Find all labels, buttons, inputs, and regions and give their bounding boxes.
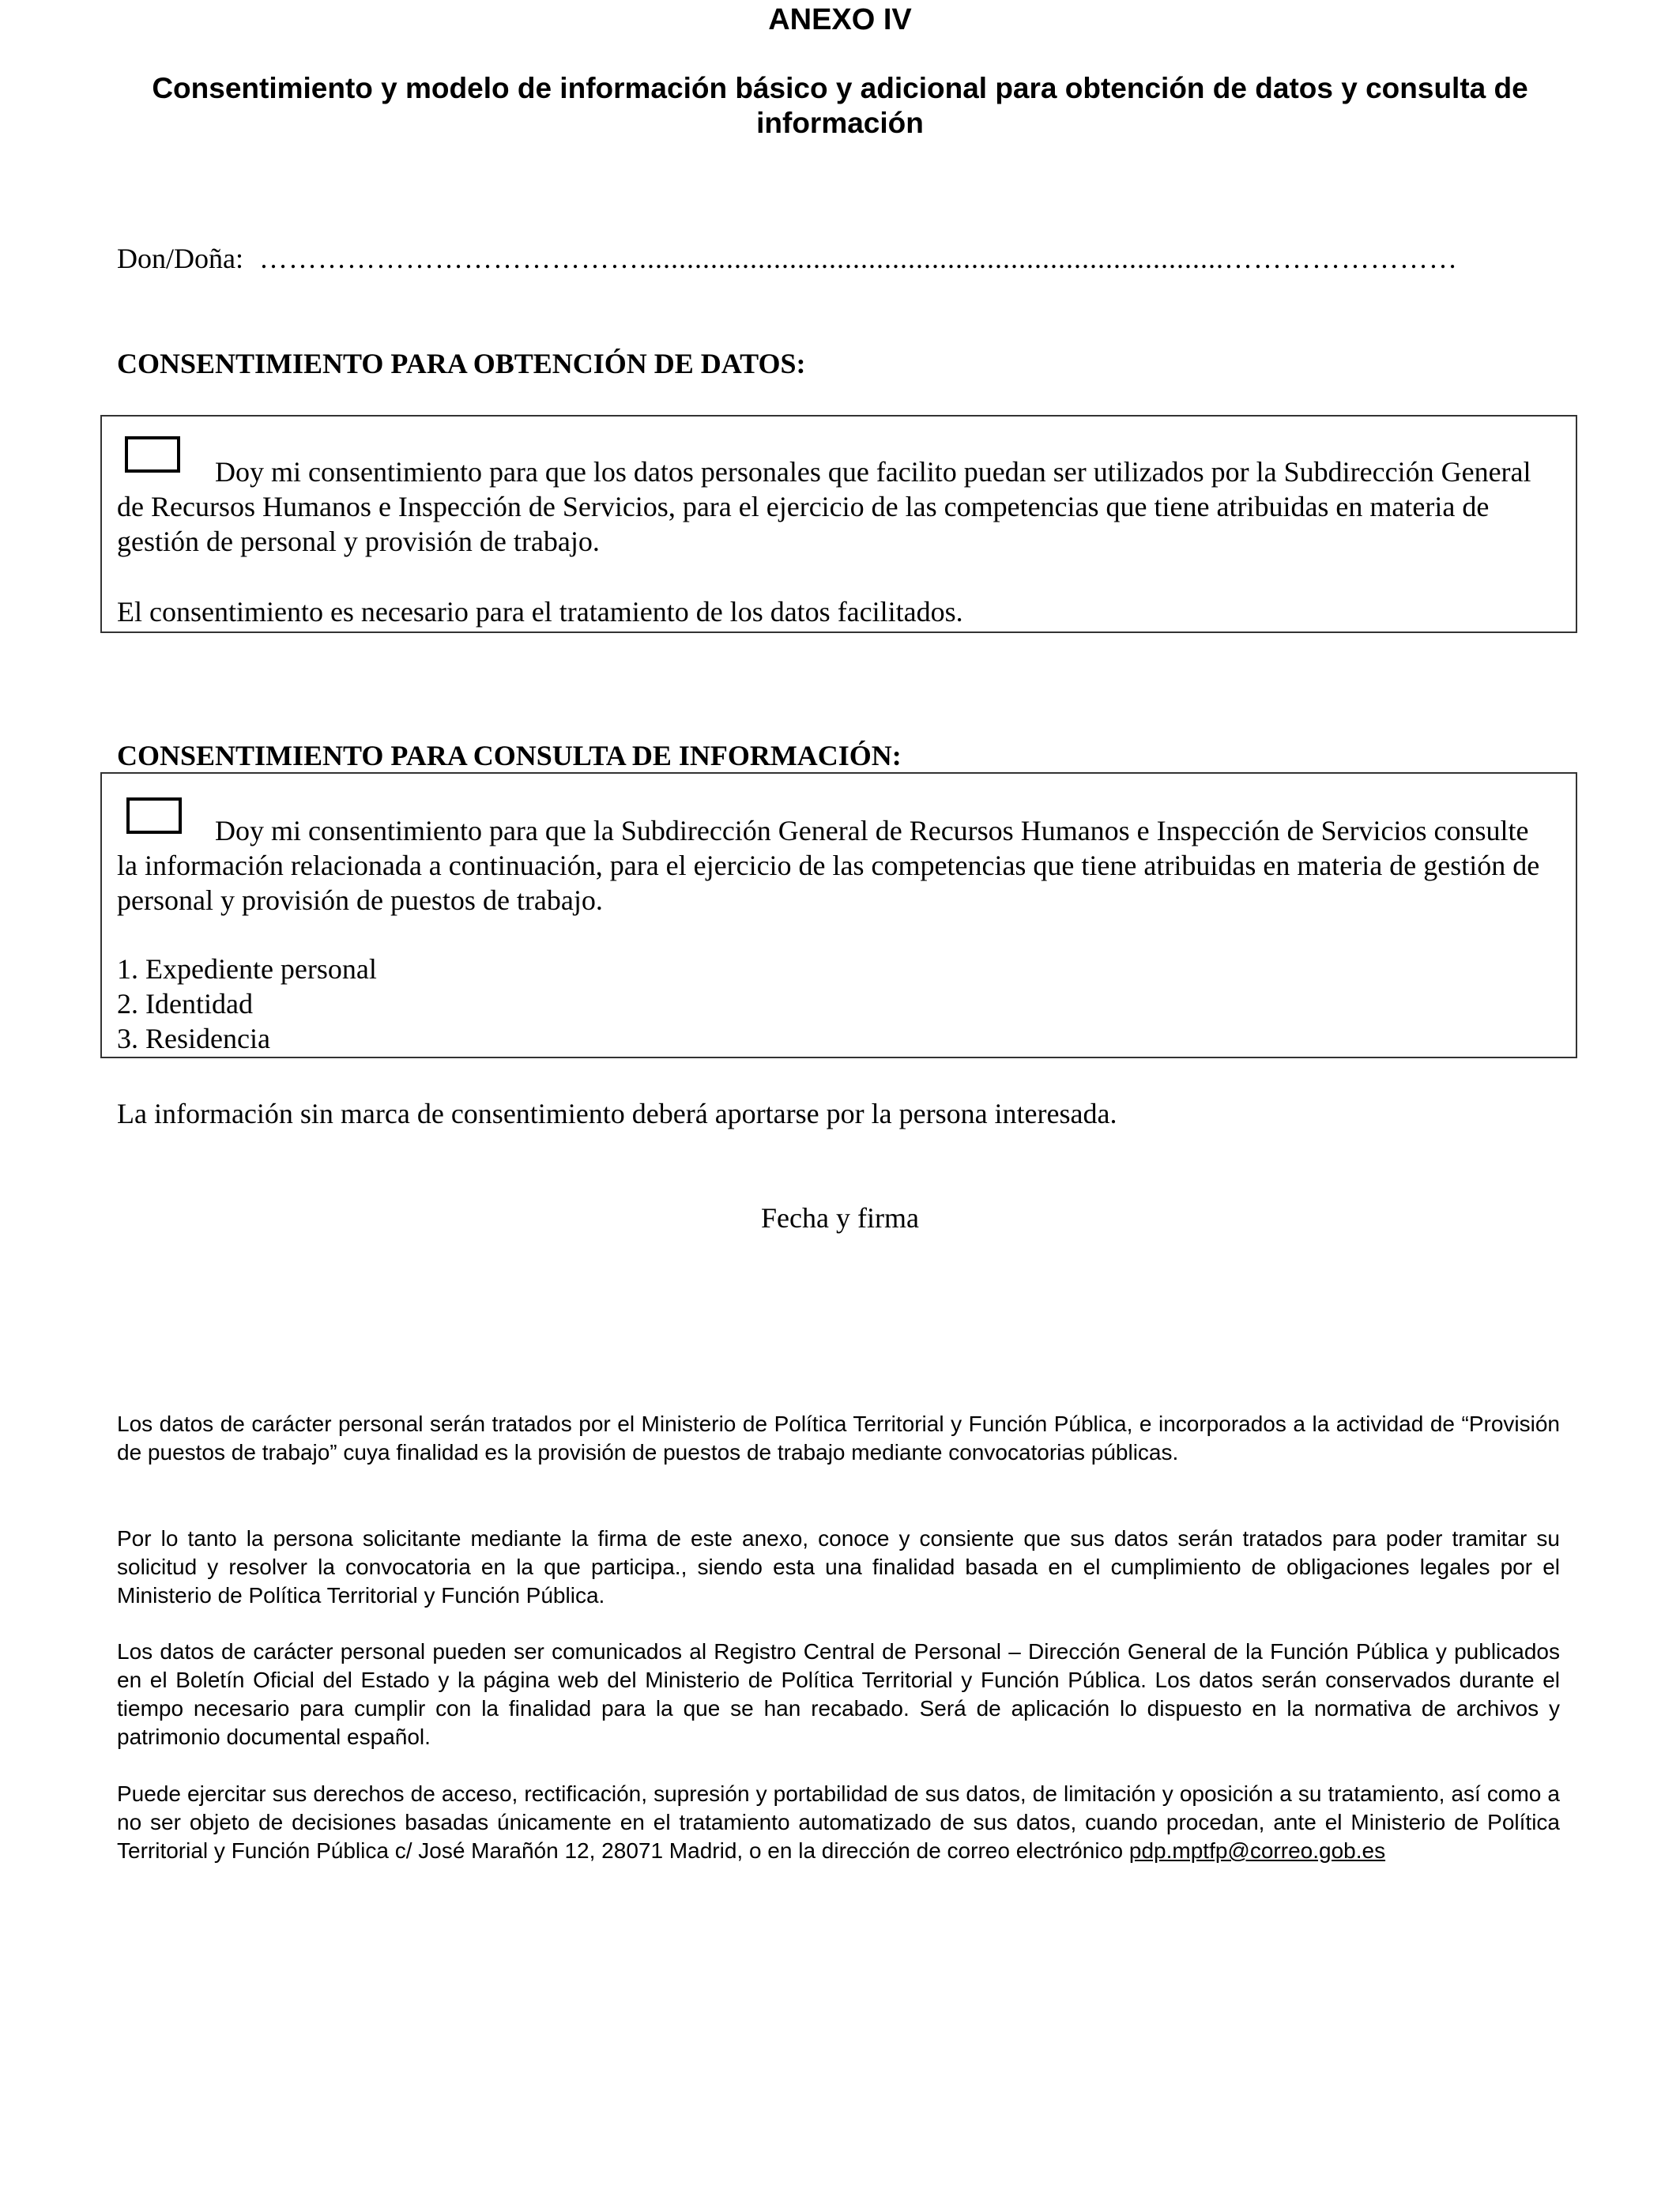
don-dona-field xyxy=(117,241,1458,276)
legal-paragraph-4 xyxy=(117,1780,1560,1865)
legal-paragraph-1: Los datos de carácter personal serán tratados por el Ministerio de Política Territorial y Función Pública, e incorporados a la actividad de “Provisión de puestos de trabajo” cuya finalidad es la provisión de puestos de trabajo mediante convocatorias públicas. xyxy=(117,1412,1560,1465)
consent-text-consulta: Doy mi consentimiento para que la Subdirección General de Recursos Humanos e Inspección de Servicios consulte la información relacionada a continuación, para el ejercicio de las competencias que tiene atribuidas en materia de gestión de personal y provisión de puestos de trabajo. xyxy=(117,815,1540,916)
consent-text-obtencion: Doy mi consentimiento para que los datos personales que facilito puedan ser utilizados por la Subdirección General de Recursos Humanos e Inspección de Servicios, para el ejercicio de las competencias que tiene atribuidas en materia de gestión de personal y provisión de trabajo. xyxy=(117,456,1531,557)
legal-paragraph-3: Los datos de carácter personal pueden ser comunicados al Registro Central de Personal – Dirección General de la Función Pública y publicados en el Boletín Oficial del Estado y la página web del Ministerio de Política Territorial y Función Pública. Los datos serán conservados durante el tiempo necesario para cumplir con la finalidad para la que se han recabado. Será de aplicación lo dispuesto en la normativa de archivos y patrimonio documental español. xyxy=(117,1639,1560,1749)
annex-number: ANEXO IV xyxy=(768,3,912,36)
section-heading-obtencion: CONSENTIMIENTO PARA OBTENCIÓN DE DATOS: xyxy=(117,348,806,379)
information-list xyxy=(117,952,1555,1056)
rights-text: Puede ejercitar sus derechos de acceso, rectificación, supresión y portabilidad de sus datos, de limitación y oposición a su tratamiento, así como a no ser objeto de decisiones basadas únicamente en el tratamiento automatizado de sus datos, cuando procedan, ante el Ministerio de Política Territorial y Función Pública c/ José Marañón 12, 28071 Madrid, o en la dirección de correo electrónico xyxy=(117,1781,1560,1863)
missing-consent-note: La información sin marca de consentimiento deberá aportarse por la persona interesada. xyxy=(117,1098,1117,1129)
document-title: Consentimiento y modelo de información básico y adicional para obtención de datos y consulta de información xyxy=(152,72,1528,139)
consent-required-note: El consentimiento es necesario para el tratamiento de los datos facilitados. xyxy=(117,596,963,628)
don-dona-fill-line[interactable]: …………………………………..........................................................................…………………… xyxy=(258,243,1458,274)
email-link[interactable]: pdp.mptfp@correo.gob.es xyxy=(1128,1838,1386,1863)
section-heading-consulta: CONSENTIMIENTO PARA CONSULTA DE INFORMACIÓN: xyxy=(117,740,902,771)
list-item: 1. Expediente personal xyxy=(117,953,377,985)
don-dona-label: Don/Doña: xyxy=(117,243,243,274)
date-signature-label: Fecha y firma xyxy=(761,1202,919,1234)
list-item: 2. Identidad xyxy=(117,988,253,1020)
list-item: 3. Residencia xyxy=(117,1023,270,1054)
legal-paragraph-2: Por lo tanto la persona solicitante mediante la firma de este anexo, conoce y consiente que sus datos serán tratados para poder tramitar su solicitud y resolver la convocatoria en la que participa., siendo esta una finalidad basada en el cumplimiento de obligaciones legales por el Ministerio de Política Territorial y Función Pública. xyxy=(117,1526,1560,1608)
